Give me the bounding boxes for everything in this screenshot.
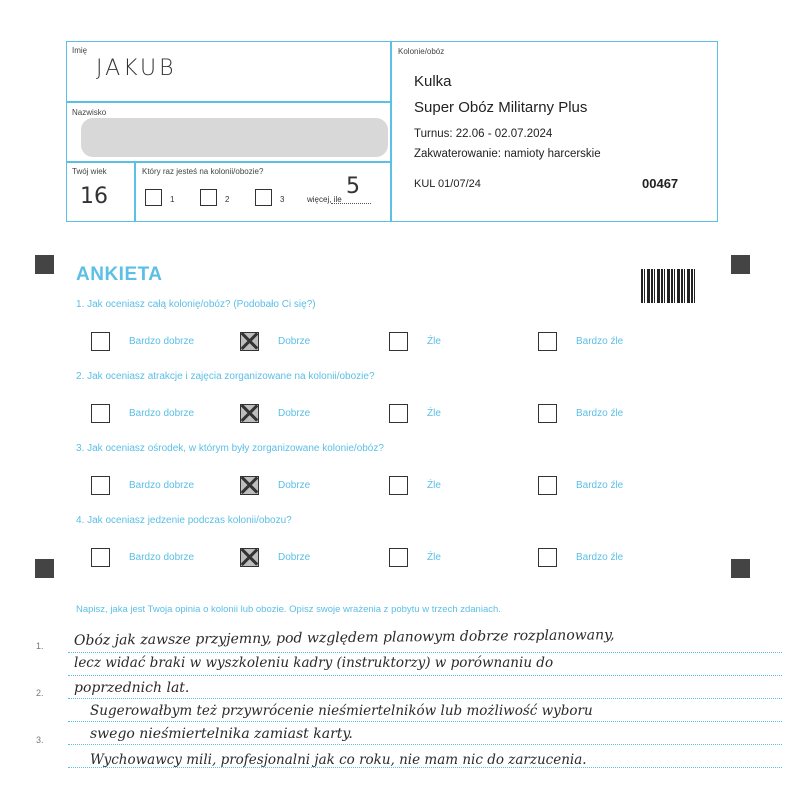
barcode-icon bbox=[641, 269, 696, 303]
camp-turnus: Turnus: 22.06 - 02.07.2024 bbox=[414, 128, 553, 140]
last-name-label: Nazwisko bbox=[72, 108, 107, 117]
header-divider-age-vertical bbox=[134, 161, 136, 222]
q1-option-label: Bardzo źle bbox=[576, 336, 624, 347]
q3-checkbox-2[interactable] bbox=[240, 476, 259, 495]
header-divider-vertical bbox=[390, 41, 392, 222]
writing-line bbox=[68, 744, 782, 745]
q2-checkbox-2[interactable] bbox=[240, 404, 259, 423]
q2-option-label: Dobrze bbox=[278, 408, 311, 419]
handwritten-line-4[interactable]: Sugerowałbym też przywrócenie nieśmiertelników lub możliwość wyboru bbox=[90, 703, 593, 719]
q4-checkbox-2[interactable] bbox=[240, 548, 259, 567]
writing-line bbox=[68, 698, 782, 699]
q2-checkbox-1[interactable] bbox=[91, 404, 110, 423]
last-name-redaction bbox=[81, 118, 388, 157]
times-option-1: 1 bbox=[170, 195, 175, 204]
q3-option-label: Bardzo dobrze bbox=[129, 480, 195, 491]
question-2: 2. Jak oceniasz atrakcje i zajęcia zorganizowane na kolonii/obozie? bbox=[76, 371, 375, 382]
line-number-3: 3. bbox=[36, 735, 44, 745]
camp-city: Kulka bbox=[414, 73, 452, 90]
q2-option-label: Bardzo źle bbox=[576, 408, 624, 419]
q3-checkbox-3[interactable] bbox=[389, 476, 408, 495]
q2-option-label: Bardzo dobrze bbox=[129, 408, 195, 419]
q1-checkbox-4[interactable] bbox=[538, 332, 557, 351]
q3-option-label: Źle bbox=[427, 480, 441, 491]
handwritten-line-2[interactable]: lecz widać braki w wyszkoleniu kadry (instruktorzy) w porównaniu do bbox=[74, 655, 554, 671]
more-value[interactable]: 5 bbox=[346, 174, 360, 199]
q4-option-label: Źle bbox=[427, 552, 441, 563]
q1-option-label: Źle bbox=[427, 336, 441, 347]
q4-checkbox-4[interactable] bbox=[538, 548, 557, 567]
camp-accommodation: Zakwaterowanie: namioty harcerskie bbox=[414, 148, 601, 160]
first-name-value[interactable]: JAKUB bbox=[96, 56, 177, 81]
camp-label: Kolonie/obóz bbox=[398, 47, 445, 56]
writing-line bbox=[68, 652, 782, 653]
handwritten-line-3[interactable]: poprzednich lat. bbox=[74, 680, 190, 696]
first-name-label: Imię bbox=[72, 46, 88, 55]
q3-checkbox-4[interactable] bbox=[538, 476, 557, 495]
registration-mark-bottom-right bbox=[731, 559, 750, 578]
line-number-1: 1. bbox=[36, 641, 44, 651]
q2-checkbox-3[interactable] bbox=[389, 404, 408, 423]
q4-checkbox-1[interactable] bbox=[91, 548, 110, 567]
q1-checkbox-3[interactable] bbox=[389, 332, 408, 351]
q2-option-label: Źle bbox=[427, 408, 441, 419]
q1-option-label: Dobrze bbox=[278, 336, 311, 347]
times-checkbox-1[interactable] bbox=[145, 189, 162, 206]
q1-checkbox-2[interactable] bbox=[240, 332, 259, 351]
q4-checkbox-3[interactable] bbox=[389, 548, 408, 567]
age-value[interactable]: 16 bbox=[80, 184, 108, 209]
handwritten-line-5[interactable]: swego nieśmiertelnika zamiast karty. bbox=[90, 726, 353, 742]
camp-name: Super Obóz Militarny Plus bbox=[414, 99, 588, 116]
q3-checkbox-1[interactable] bbox=[91, 476, 110, 495]
q3-option-label: Bardzo źle bbox=[576, 480, 624, 491]
times-checkbox-2[interactable] bbox=[200, 189, 217, 206]
handwritten-line-1[interactable]: Obóz jak zawsze przyjemny, pod względem planowym dobrze rozplanowany, bbox=[73, 627, 615, 649]
survey-title: ANKIETA bbox=[76, 264, 163, 285]
question-1: 1. Jak oceniasz całą kolonię/obóz? (Podobało Ci się?) bbox=[76, 299, 316, 310]
registration-mark-top-left bbox=[35, 255, 54, 274]
camp-code: KUL 01/07/24 bbox=[414, 178, 481, 190]
opinion-prompt: Napisz, jaka jest Twoja opinia o kolonii lub obozie. Opisz swoje wrażenia z pobytu w trzech zdaniach. bbox=[76, 604, 501, 615]
header-divider-age bbox=[66, 161, 391, 163]
registration-mark-bottom-left bbox=[35, 559, 54, 578]
line-number-2: 2. bbox=[36, 688, 44, 698]
more-dotline bbox=[331, 203, 371, 204]
age-label: Twój wiek bbox=[72, 167, 107, 176]
camp-number: 00467 bbox=[642, 176, 679, 191]
q3-option-label: Dobrze bbox=[278, 480, 311, 491]
times-label: Który raz jesteś na kolonii/obozie? bbox=[142, 167, 264, 176]
q2-checkbox-4[interactable] bbox=[538, 404, 557, 423]
q1-checkbox-1[interactable] bbox=[91, 332, 110, 351]
q1-option-label: Bardzo dobrze bbox=[129, 336, 195, 347]
header-divider-name bbox=[66, 101, 391, 103]
times-option-3: 3 bbox=[280, 195, 285, 204]
question-4: 4. Jak oceniasz jedzenie podczas kolonii/obozu? bbox=[76, 515, 292, 526]
q4-option-label: Bardzo źle bbox=[576, 552, 624, 563]
handwritten-line-6[interactable]: Wychowawcy mili, profesjonalni jak co roku, nie mam nic do zarzucenia. bbox=[90, 752, 587, 768]
writing-line bbox=[68, 721, 782, 722]
registration-mark-top-right bbox=[731, 255, 750, 274]
writing-line bbox=[68, 675, 782, 676]
times-checkbox-3[interactable] bbox=[255, 189, 272, 206]
more-label: więcej, ile bbox=[307, 195, 342, 204]
q4-option-label: Bardzo dobrze bbox=[129, 552, 195, 563]
times-option-2: 2 bbox=[225, 195, 230, 204]
question-3: 3. Jak oceniasz ośrodek, w którym były zorganizowane kolonie/obóz? bbox=[76, 443, 384, 454]
q4-option-label: Dobrze bbox=[278, 552, 311, 563]
